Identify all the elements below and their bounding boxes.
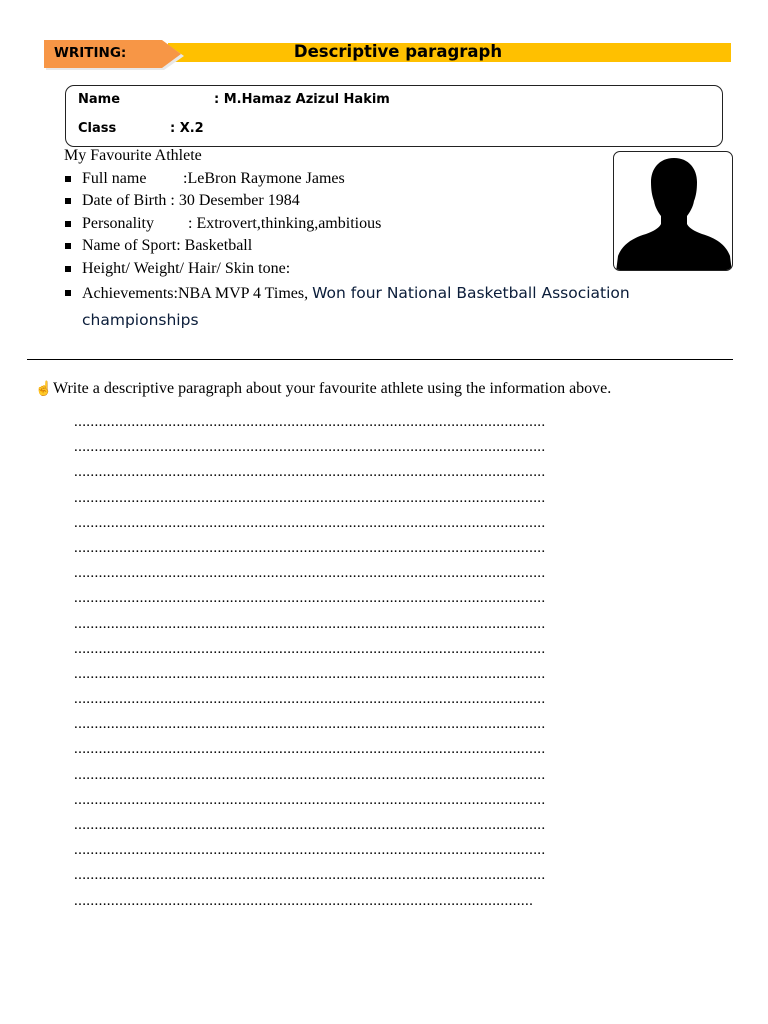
sport-label: Name of Sport xyxy=(82,237,177,255)
writing-line[interactable]: ................................................................................................................... xyxy=(74,741,546,758)
dob-value: : 30 Desember 1984 xyxy=(170,192,300,210)
full-name-value: :LeBron Raymone James xyxy=(183,170,345,187)
instruction-text: Write a descriptive paragraph about your favourite athlete using the information above. xyxy=(53,380,612,397)
writing-line[interactable]: ................................................................................................................... xyxy=(74,590,546,607)
personality-label: Personality xyxy=(82,214,154,232)
bullet-icon xyxy=(65,176,71,182)
writing-line[interactable]: ................................................................................................................... xyxy=(74,766,546,783)
full-name-label: Full name xyxy=(82,170,147,187)
writing-line[interactable]: ................................................................................................................... xyxy=(74,615,546,632)
writing-line[interactable]: ................................................................................................................... xyxy=(74,817,546,833)
writing-line[interactable]: ................................................................................................................... xyxy=(74,464,546,481)
list-item xyxy=(64,258,684,280)
writing-line[interactable]: ................................................................................................................... xyxy=(74,691,546,708)
list-item xyxy=(64,168,684,190)
achievements-value: :NBA MVP 4 Times, xyxy=(173,285,309,303)
writing-line[interactable]: ................................................................................................................ xyxy=(74,892,534,909)
name-value: : M.Hamaz Azizul Hakim xyxy=(214,92,390,107)
list-item xyxy=(64,190,684,212)
writing-line[interactable]: ................................................................................................................... xyxy=(74,716,546,733)
athlete-info-list xyxy=(64,168,684,334)
bullet-icon xyxy=(65,243,71,249)
sport-value: : Basketball xyxy=(176,237,253,255)
list-item xyxy=(64,213,684,235)
physical-label: Height/ Weight/ Hair/ Skin tone xyxy=(82,259,286,277)
personality-value: : Extrovert,thinking,ambitious xyxy=(188,214,382,232)
writing-line[interactable]: ................................................................................................................... xyxy=(74,791,546,808)
writing-line[interactable]: ................................................................................................................... xyxy=(74,439,546,456)
page-title: Descriptive paragraph xyxy=(293,42,503,61)
writing-line[interactable]: ................................................................................................................... xyxy=(74,640,546,657)
achievements-label: Achievements xyxy=(82,285,174,303)
name-label: Name xyxy=(78,92,121,107)
section-title: My Favourite Athlete xyxy=(64,147,202,164)
writing-line[interactable]: ................................................................................................................... xyxy=(74,539,546,556)
writing-line[interactable]: ................................................................................................................... xyxy=(74,514,546,531)
section-divider xyxy=(27,359,733,360)
writing-line[interactable]: ................................................................................................................... xyxy=(74,565,546,582)
class-label: Class xyxy=(78,121,117,136)
bullet-icon xyxy=(65,221,71,227)
list-item xyxy=(64,235,684,257)
physical-value: : xyxy=(285,259,291,277)
achievements-extra: Won four National Basketball Association championships xyxy=(82,284,630,330)
bullet-icon xyxy=(65,198,71,204)
class-value: : X.2 xyxy=(170,121,204,136)
bullet-icon xyxy=(65,290,71,296)
student-info-box xyxy=(65,85,723,147)
writing-line[interactable]: ................................................................................................................... xyxy=(74,842,546,859)
bullet-icon xyxy=(65,266,71,272)
writing-line[interactable]: ................................................................................................................... xyxy=(74,867,546,884)
writing-line[interactable]: ................................................................................................................... xyxy=(74,489,546,506)
instruction xyxy=(35,378,611,401)
list-item xyxy=(64,280,684,334)
pointing-hand-icon: ☝ xyxy=(35,382,53,397)
person-silhouette-icon xyxy=(614,152,733,271)
writing-line[interactable]: ................................................................................................................... xyxy=(74,665,546,682)
writing-lines[interactable] xyxy=(74,410,714,914)
writing-line[interactable]: ................................................................................................................... xyxy=(74,414,546,430)
athlete-photo xyxy=(613,151,733,271)
dob-label: Date of Birth xyxy=(82,192,167,210)
writing-label: WRITING: xyxy=(54,45,127,61)
